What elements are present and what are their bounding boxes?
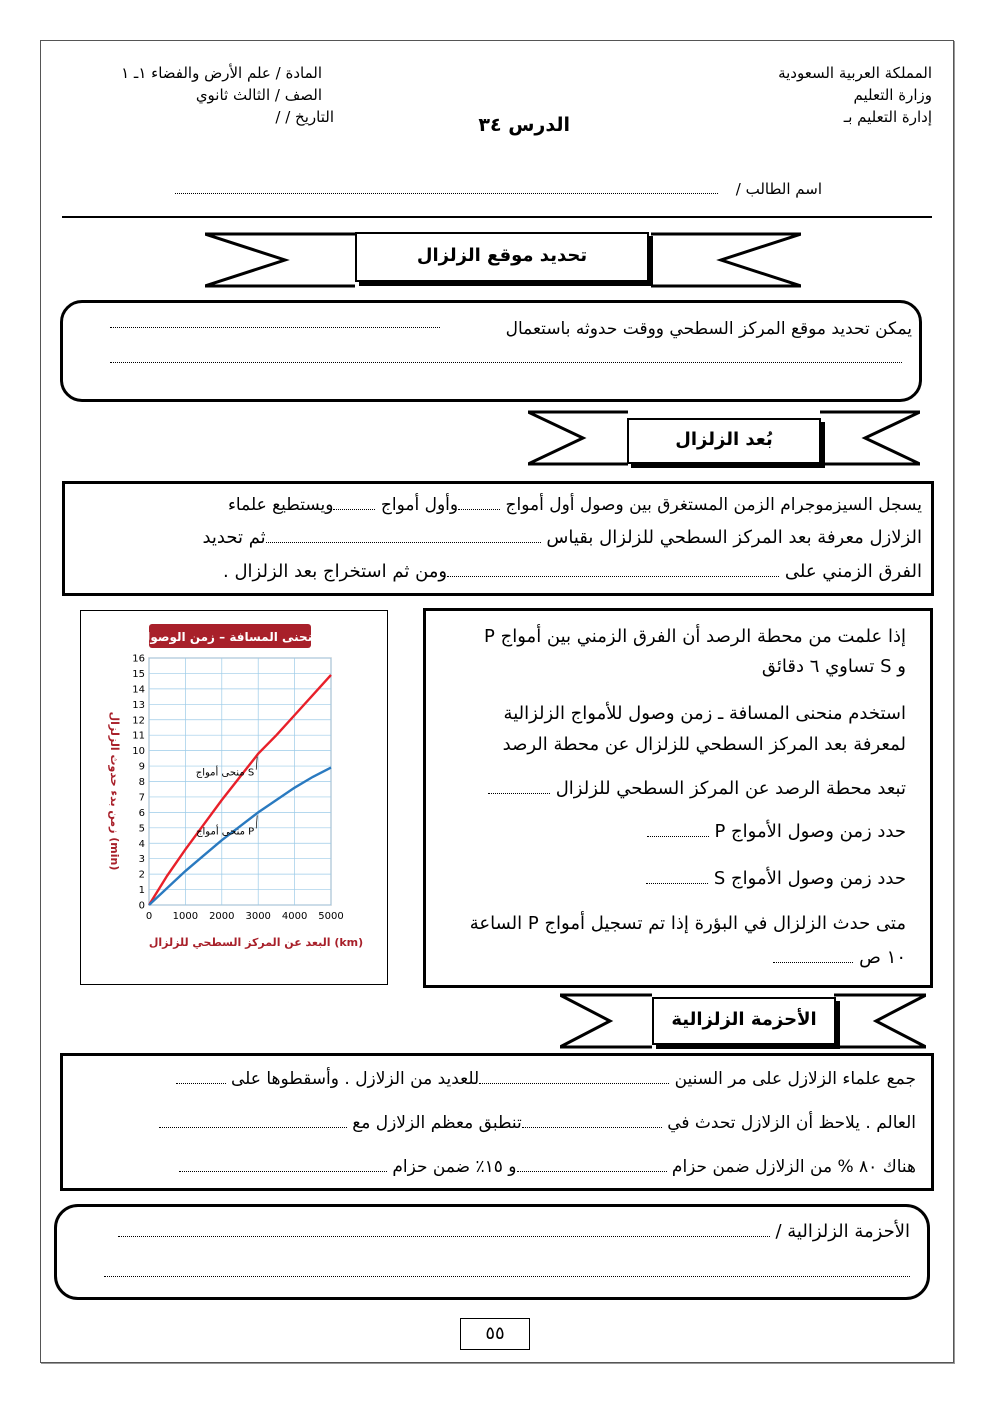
header-right [632,62,932,128]
y-tick-label: 12 [132,715,145,727]
q6-line-a: متى حدث الزلزال في البؤرة إذا تم تسجيل أمواج P الساعة [469,913,906,934]
s-wave-label: منحى أمواج S [195,767,255,779]
q2-line-a: استخدم منحنى المسافة ـ زمن وصول للأمواج الزلزالية [503,703,906,724]
y-tick-label: 10 [132,746,145,758]
location-blank-2[interactable] [110,362,902,363]
section-title-distance: بُعد الزلزال [627,418,821,464]
blank[interactable] [522,1115,662,1128]
q1-line-a: إذا علمت من محطة الرصد أن الفرق الزمني بين أمواج P [484,626,906,647]
distance-time-chart [81,611,387,984]
y-tick-label: 11 [132,730,145,742]
belts-line-3: هناك ٨٠ % من الزلازل ضمن حزام و ١٥٪ ضمن حزام [179,1156,916,1178]
y-tick-label: 6 [138,807,145,819]
blank[interactable] [488,781,550,794]
belts-definition-blank-2[interactable] [104,1276,910,1277]
y-tick-label: 3 [138,854,145,866]
section-title-location: تحديد موقع الزلزال [355,232,649,282]
y-tick-label: 9 [138,761,145,773]
location-blank-1[interactable] [110,327,440,328]
header-divider [62,216,932,218]
blank[interactable] [517,1159,667,1172]
y-tick-label: 14 [132,684,145,696]
y-tick-label: 0 [138,900,145,912]
blank[interactable] [447,564,779,577]
y-tick-label: 2 [138,869,145,881]
ministry: وزارة التعليم [853,86,932,104]
blank[interactable] [159,1115,347,1128]
y-ticks [132,654,145,912]
chart-card [80,610,388,985]
q6-line-b: ١٠ ص [773,946,906,970]
x-tick-label: 5000 [318,911,344,922]
distance-line-1: يسجل السيزموجرام الزمن المستغرق بين وصول أول أمواج وأول أمواج ويستطيع علماء [227,495,922,515]
blank[interactable] [479,1071,669,1084]
y-tick-label: 4 [138,838,145,850]
blank[interactable] [647,824,709,837]
belts-line-2: العالم . يلاحظ أن الزلازل تحدث في تنطبق معظم الزلازل مع [159,1112,916,1134]
distance-line-2: الزلازل معرفة بعد المركز السطحي للزلزال بقياس ثم تحديد [202,527,922,548]
header-left [60,62,334,128]
belts-definition: الأحزمة الزلزالية / [118,1220,910,1244]
blank[interactable] [333,497,375,510]
belts-definition-box [54,1204,930,1300]
x-tick-label: 3000 [245,911,271,922]
date: التاريخ / / [275,108,334,126]
blank[interactable] [179,1159,387,1172]
q2-line-b: لمعرفة بعد المركز السطحي للزلزال عن محطة الرصد [502,734,906,755]
student-name-label: اسم الطالب / [735,180,822,198]
q1-line-b: و S تساوي ٦ دقائق [761,656,906,677]
q5-line: حدد زمن وصول الأمواج S [646,867,906,891]
x-tick-label: 1000 [172,911,199,922]
y-tick-label: 8 [138,777,145,788]
y-tick-label: 13 [132,699,145,711]
subject: المادة / علم الأرض والفضاء ١ـ ١ [121,64,322,82]
kingdom: المملكة العربية السعودية [778,64,932,82]
y-tick-label: 1 [138,885,145,897]
belts-line-1: جمع علماء الزلازل على مر السنين للعديد من الزلازل . وأسقطوها على [176,1068,916,1090]
blank[interactable] [458,497,500,510]
blank[interactable] [176,1071,226,1084]
x-axis-label: البعد عن المركز السطحي للزلزال (km) [148,936,364,949]
blank[interactable] [118,1224,770,1237]
x-tick-label: 4000 [281,911,308,922]
x-ticks [146,911,344,922]
location-box [60,300,922,402]
page-number: ٥٥ [460,1318,530,1350]
q3-line: تبعد محطة الرصد عن المركز السطحي للزلزال [488,777,906,801]
student-name-field[interactable] [175,182,718,194]
location-text: يمكن تحديد موقع المركز السطحي ووقت حدوثه باستعمال [505,319,912,339]
blank[interactable] [773,950,853,963]
lesson-number: الدرس ٣٤ [478,114,570,136]
blank[interactable] [646,871,708,884]
y-tick-label: 15 [132,668,145,680]
q4-line: حدد زمن وصول الأمواج P [647,820,906,844]
x-tick-label: 2000 [209,911,235,922]
y-tick-label: 16 [132,653,145,665]
p-wave-label: منحى أمواج P [196,826,255,838]
y-tick-label: 7 [138,792,145,804]
x-tick-label: 0 [145,911,153,922]
distance-line-3: الفرق الزمني على ومن ثم استخراج بعد الزلزال . [223,561,922,582]
y-axis-label: زمن بدء حدوث الزلزال (min) [108,711,121,871]
grade: الصف / الثالث ثانوي [195,86,322,104]
blank[interactable] [266,530,541,543]
directorate: إدارة التعليم بـ [843,108,932,126]
y-tick-label: 5 [138,823,145,835]
chart-title: منحنى المسافة – زمن الوصول [139,630,321,644]
section-title-belts: الأحزمة الزلزالية [652,997,836,1045]
